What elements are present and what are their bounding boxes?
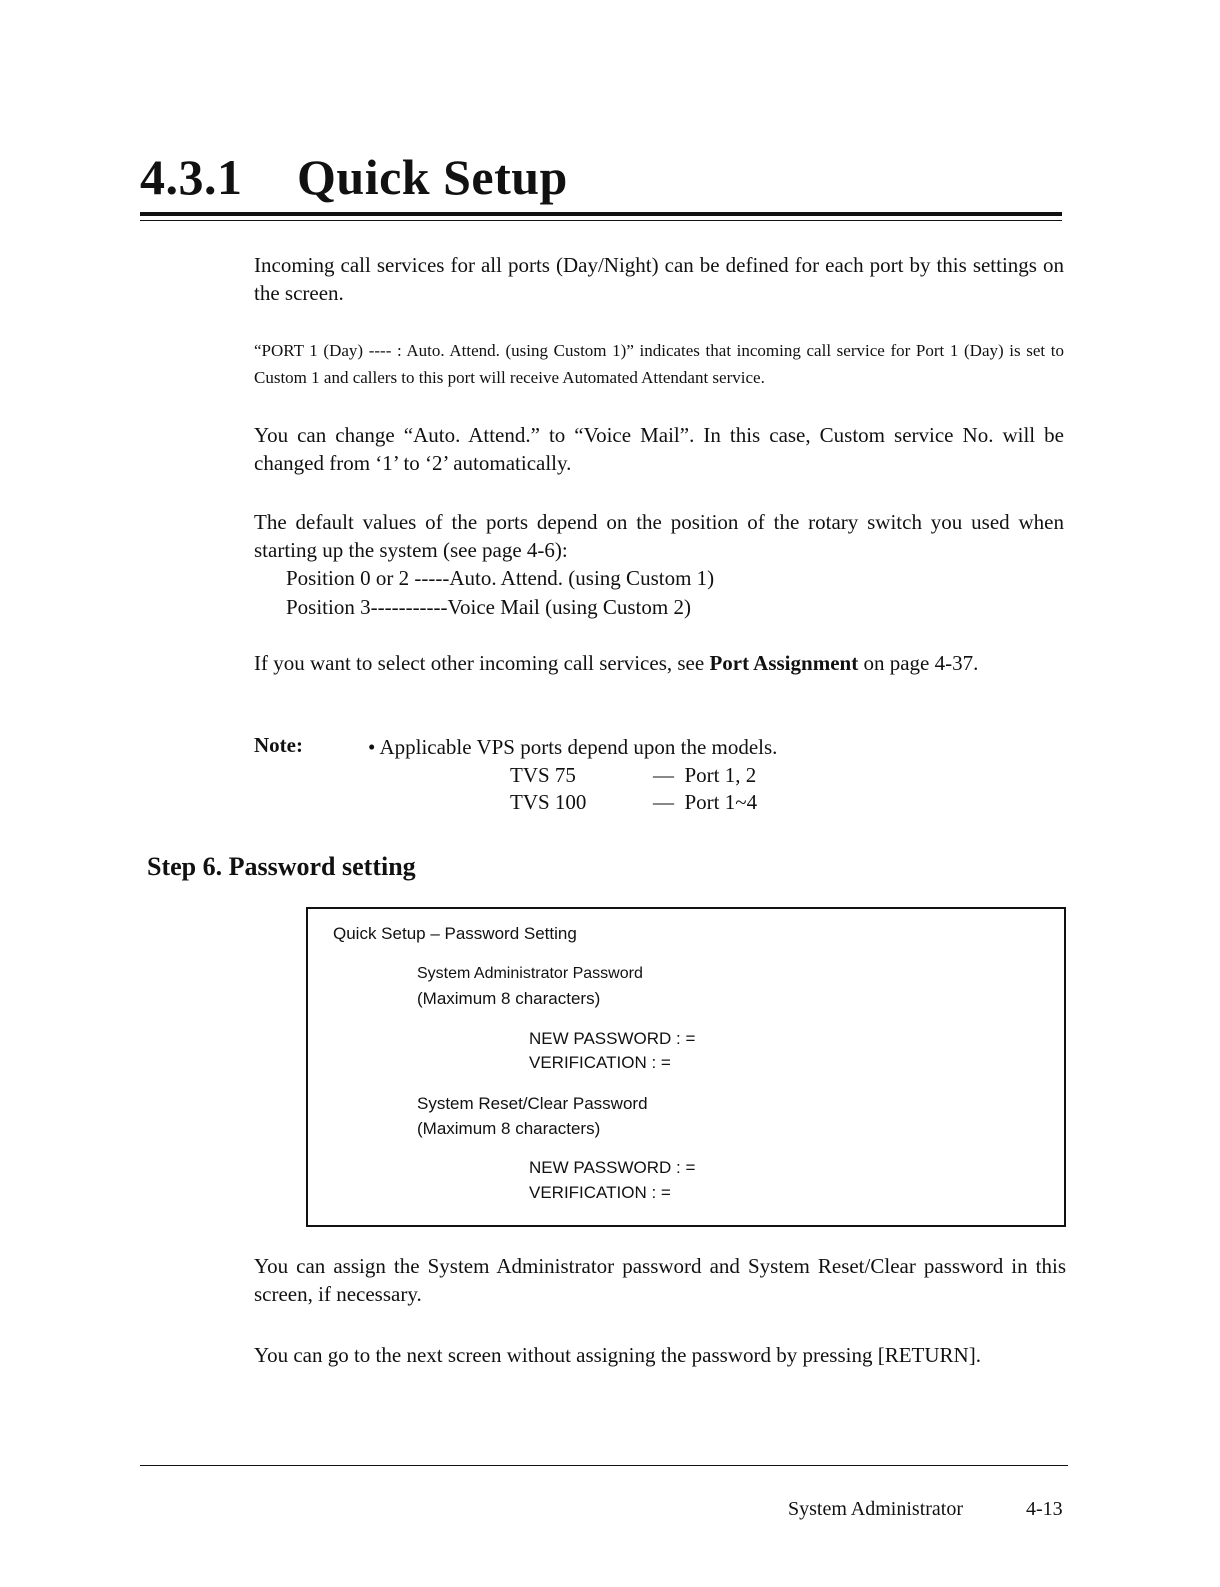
note-label: Note: [254, 733, 303, 757]
step-title: Step 6. Password setting [147, 852, 416, 881]
note-model: TVS 100 [510, 790, 587, 814]
section-heading: Quick Setup [297, 149, 568, 205]
port-assignment-reference: Port Assignment [709, 651, 859, 675]
admin-new-password-field: NEW PASSWORD : = [529, 1029, 696, 1048]
defaults-intro-paragraph: The default values of the ports depend on the position of the rotary switch you used when starting up the system (see page 4-6): [254, 510, 1064, 562]
footer-rule [140, 1465, 1068, 1466]
change-info-paragraph: You can change “Auto. Attend.” to “Voice Mail”. In this case, Custom service No. will be changed from ‘1’ to ‘2’ automatically. [254, 423, 1064, 475]
reset-verification-field: VERIFICATION : = [529, 1183, 671, 1202]
note-row [510, 788, 757, 816]
port-note-paragraph: “PORT 1 (Day) ---- : Auto. Attend. (using Custom 1)” indicates that incoming call service for Port 1 (Day) is set to Custom 1 and callers to this port will receive Automated Attendant service. [254, 341, 1064, 387]
note-ports: — Port 1~4 [653, 790, 758, 814]
intro-paragraph: Incoming call services for all ports (Day/Night) can be defined for each port by this settings on the screen. [254, 253, 1064, 305]
footer-label: System Administrator [788, 1498, 963, 1520]
page-number: 4-13 [1026, 1498, 1063, 1520]
admin-verification-field: VERIFICATION : = [529, 1053, 671, 1072]
admin-password-label: System Administrator Password [417, 965, 643, 982]
note-ports: — Port 1, 2 [653, 763, 757, 787]
position-default-2: Position 3-----------Voice Mail (using Custom 2) [286, 595, 691, 619]
screen-title: Quick Setup – Password Setting [333, 924, 577, 943]
note-bullet: • Applicable VPS ports depend upon the models. [368, 735, 778, 759]
reset-new-password-field: NEW PASSWORD : = [529, 1158, 696, 1177]
title-rule-thin [140, 220, 1062, 221]
other-services-text: If you want to select other incoming call services, see [254, 651, 710, 675]
title-rule-thick [140, 212, 1062, 216]
assign-password-paragraph: You can assign the System Administrator password and System Reset/Clear password in this screen, if necessary. [254, 1254, 1066, 1306]
skip-password-paragraph: You can go to the next screen without assigning the password by pressing [RETURN]. [254, 1343, 981, 1367]
section-title [140, 148, 568, 206]
position-default-1: Position 0 or 2 -----Auto. Attend. (using Custom 1) [286, 566, 715, 590]
note-model: TVS 75 [510, 763, 576, 787]
section-number: 4.3.1 [140, 149, 243, 205]
other-services-paragraph [254, 649, 1064, 677]
other-services-page: on page 4-37. [858, 651, 979, 675]
reset-password-max: (Maximum 8 characters) [417, 1119, 601, 1138]
admin-password-max: (Maximum 8 characters) [417, 989, 601, 1008]
password-screen-box [306, 907, 1066, 1227]
reset-password-label: System Reset/Clear Password [417, 1094, 648, 1113]
note-row [510, 761, 756, 789]
